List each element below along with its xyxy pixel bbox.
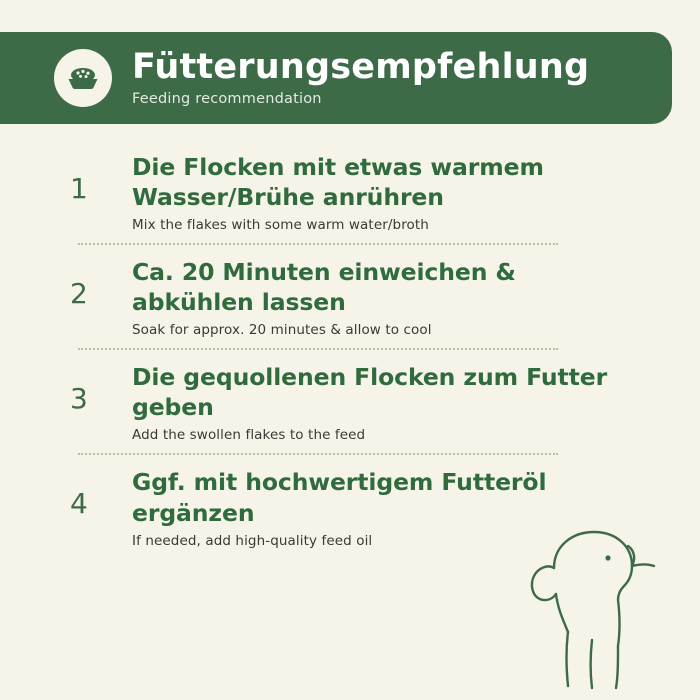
dog-food-bowl-icon — [54, 49, 112, 107]
step-subtitle: Mix the flakes with some warm water/broth — [132, 217, 429, 234]
page-subtitle: Feeding recommendation — [132, 91, 322, 108]
step-number: 4 — [70, 487, 88, 521]
step-subtitle: Add the swollen flakes to the feed — [132, 427, 366, 444]
step-number: 2 — [70, 277, 88, 311]
steps-list — [70, 140, 630, 559]
step-body — [132, 257, 630, 338]
list-item — [70, 245, 630, 348]
step-title: Die gequollenen Flocken zum Futter geben — [132, 363, 608, 422]
step-title: Die Flocken mit etwas warmem Wasser/Brühe anrühren — [132, 153, 544, 212]
step-subtitle: Soak for approx. 20 minutes & allow to cool — [132, 322, 432, 339]
dog-outline-icon — [512, 506, 682, 696]
header-banner — [36, 32, 672, 124]
header-text-group — [132, 46, 590, 108]
list-item — [70, 140, 630, 243]
step-body — [132, 152, 630, 233]
step-body — [132, 362, 630, 443]
step-number: 3 — [70, 382, 88, 416]
step-title: Ggf. mit hochwertigem Futteröl ergänzen — [132, 468, 547, 527]
step-title: Ca. 20 Minuten einweichen & abkühlen lassen — [132, 258, 516, 317]
list-item — [70, 350, 630, 453]
page-title: Fütterungsempfehlung — [132, 46, 590, 87]
step-number: 1 — [70, 172, 88, 205]
step-subtitle: If needed, add high-quality feed oil — [132, 532, 373, 549]
